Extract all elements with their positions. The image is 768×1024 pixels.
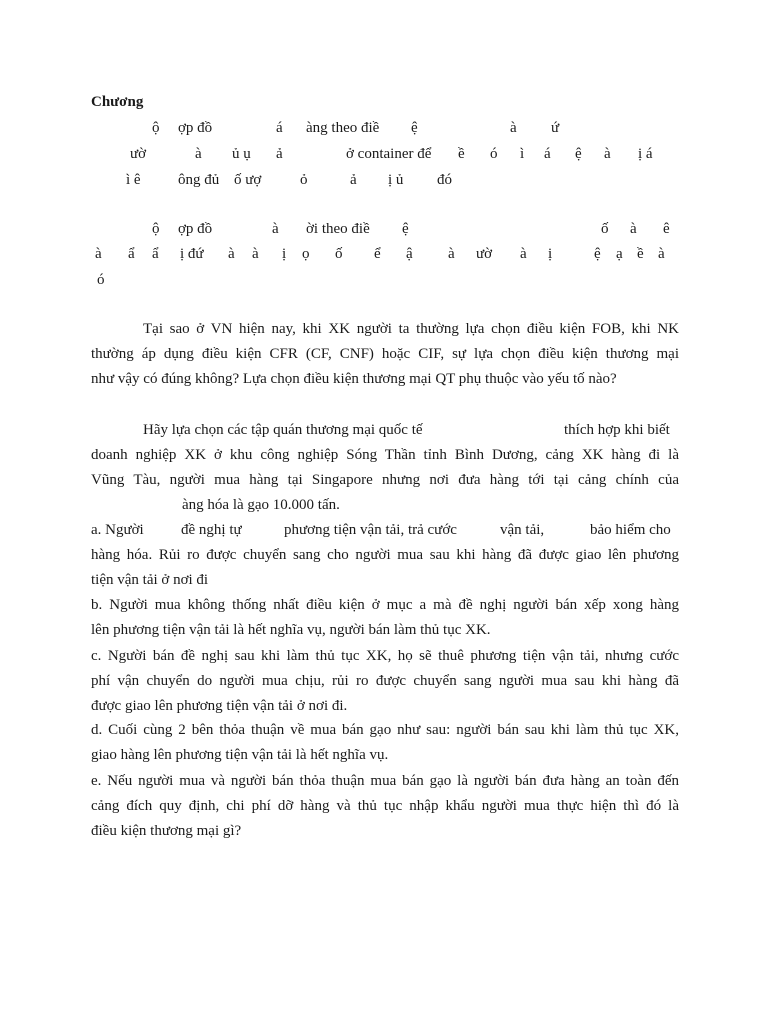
paragraph-line: b. Người mua không thống nhất điều kiện ở mục a mà đề nghị người bán xếp xong hàng — [91, 597, 679, 613]
text-fragment: ạ — [616, 246, 623, 262]
text-fragment: ườ — [476, 246, 493, 262]
paragraph-line: Vũng Tàu, người mua hàng tại Singapore nhưng nơi đưa hàng tới tại cảng chính của — [91, 472, 679, 488]
text-fragment: đề nghị tự — [181, 522, 242, 538]
text-fragment: ó — [490, 146, 498, 162]
paragraph-line: Tại sao ở VN hiện nay, khi XK người ta thường lựa chọn điều kiện FOB, khi NK — [143, 321, 679, 337]
text-fragment: à — [228, 246, 235, 262]
text-fragment: ẩ — [152, 246, 159, 262]
paragraph-line: tiện vận tải ở nơi đi — [91, 572, 209, 588]
text-fragment: à — [520, 246, 527, 262]
text-fragment: ọ — [302, 246, 310, 262]
paragraph-line: àng hóa là gạo 10.000 tấn. — [182, 497, 340, 513]
paragraph-line: phí vận chuyển do người mua chịu, rủi ro được chuyển sang người mua sau khi hàng đã — [91, 673, 679, 689]
text-fragment: ệ — [411, 120, 418, 136]
text-fragment: ủ ụ — [232, 146, 251, 162]
paragraph-line: hàng hóa. Rủi ro được chuyển sang cho người mua sau khi hàng đã được giao lên phương — [91, 547, 679, 563]
text-fragment: bảo hiểm cho — [590, 522, 671, 538]
text-fragment: ị ủ — [388, 172, 404, 188]
chapter-title: Chương — [91, 94, 144, 110]
paragraph-line: cảng đích quy định, chi phí dỡ hàng và thủ tục nhập khẩu người mua thực hiện thì đó là — [91, 798, 679, 814]
text-fragment: ả — [350, 172, 357, 188]
text-fragment: ì ê — [126, 172, 141, 188]
text-fragment: ị — [548, 246, 553, 262]
text-fragment: ố — [335, 246, 343, 262]
text-fragment: ộ — [152, 120, 160, 136]
text-fragment: ộ — [152, 221, 160, 237]
text-fragment: à — [630, 221, 637, 237]
paragraph-line: điều kiện thương mại gì? — [91, 823, 242, 839]
text-fragment: đó — [437, 172, 452, 188]
paragraph-line: e. Nếu người mua và người bán thỏa thuận mua bán gạo là người bán đưa hàng an toàn đến — [91, 773, 679, 789]
text-fragment: ề — [637, 246, 644, 262]
text-fragment: ị á — [638, 146, 653, 162]
text-fragment: a. Người — [91, 522, 144, 538]
text-fragment: ời theo điề — [306, 221, 370, 237]
text-fragment: ông đủ — [178, 172, 220, 188]
paragraph-line: lên phương tiện vận tải là hết nghĩa vụ, người bán làm thủ tục XK. — [91, 622, 491, 638]
text-fragment: ậ — [406, 246, 413, 262]
text-fragment: ệ — [575, 146, 582, 162]
text-fragment: ì — [520, 146, 525, 162]
text-fragment: ệ — [594, 246, 601, 262]
text-fragment: à — [252, 246, 259, 262]
text-fragment: à — [510, 120, 517, 136]
text-fragment: á — [544, 146, 551, 162]
text-fragment: ó — [97, 272, 105, 288]
text-fragment: ị đứ — [180, 246, 204, 262]
text-fragment: à — [604, 146, 611, 162]
text-fragment: ể — [374, 246, 381, 262]
text-fragment: ê — [663, 221, 670, 237]
paragraph-line: thích hợp khi biết — [564, 422, 670, 438]
text-fragment: ả — [276, 146, 283, 162]
text-fragment: ợp đồ — [178, 120, 213, 136]
paragraph-line: như vậy có đúng không? Lựa chọn điều kiện thương mại QT phụ thuộc vào yếu tố nào? — [91, 371, 617, 387]
text-fragment: à — [658, 246, 665, 262]
text-fragment: ỏ — [300, 172, 308, 188]
paragraph-line: doanh nghiệp XK ở khu công nghiệp Sóng Thần tỉnh Bình Dương, cảng XK hàng đi là — [91, 447, 679, 463]
text-fragment: à — [95, 246, 102, 262]
text-fragment: phương tiện vận tải, trả cước — [284, 522, 457, 538]
paragraph-line: thường áp dụng điều kiện CFR (CF, CNF) hoặc CIF, sự lựa chọn điều kiện thương mại — [91, 346, 679, 362]
text-fragment: ệ — [402, 221, 409, 237]
paragraph-line: d. Cuối cùng 2 bên thỏa thuận về mua bán gạo như sau: người bán sau khi làm thủ tục XK, — [91, 722, 679, 738]
paragraph-line: c. Người bán đề nghị sau khi làm thủ tục XK, họ sẽ thuê phương tiện vận tải, nhưng cước — [91, 648, 679, 664]
text-fragment: ứ — [551, 120, 560, 136]
text-fragment: ố — [601, 221, 609, 237]
paragraph-line: được giao lên phương tiện vận tải ở nơi đi. — [91, 698, 348, 714]
paragraph-line: Hãy lựa chọn các tập quán thương mại quốc tế — [143, 422, 423, 438]
text-fragment: vận tải, — [500, 522, 545, 538]
text-fragment: ị — [282, 246, 287, 262]
text-fragment: á — [276, 120, 283, 136]
text-fragment: ợp đồ — [178, 221, 213, 237]
text-fragment: àng theo điề — [306, 120, 380, 136]
text-fragment: ề — [458, 146, 465, 162]
text-fragment: à — [272, 221, 279, 237]
text-fragment: ở container để — [346, 146, 432, 162]
text-fragment: ố ượ — [234, 172, 262, 188]
text-fragment: à — [195, 146, 202, 162]
text-fragment: ẩ — [128, 246, 135, 262]
paragraph-line: giao hàng lên phương tiện vận tải là hết nghĩa vụ. — [91, 747, 389, 763]
text-fragment: à — [448, 246, 455, 262]
text-fragment: ườ — [130, 146, 147, 162]
